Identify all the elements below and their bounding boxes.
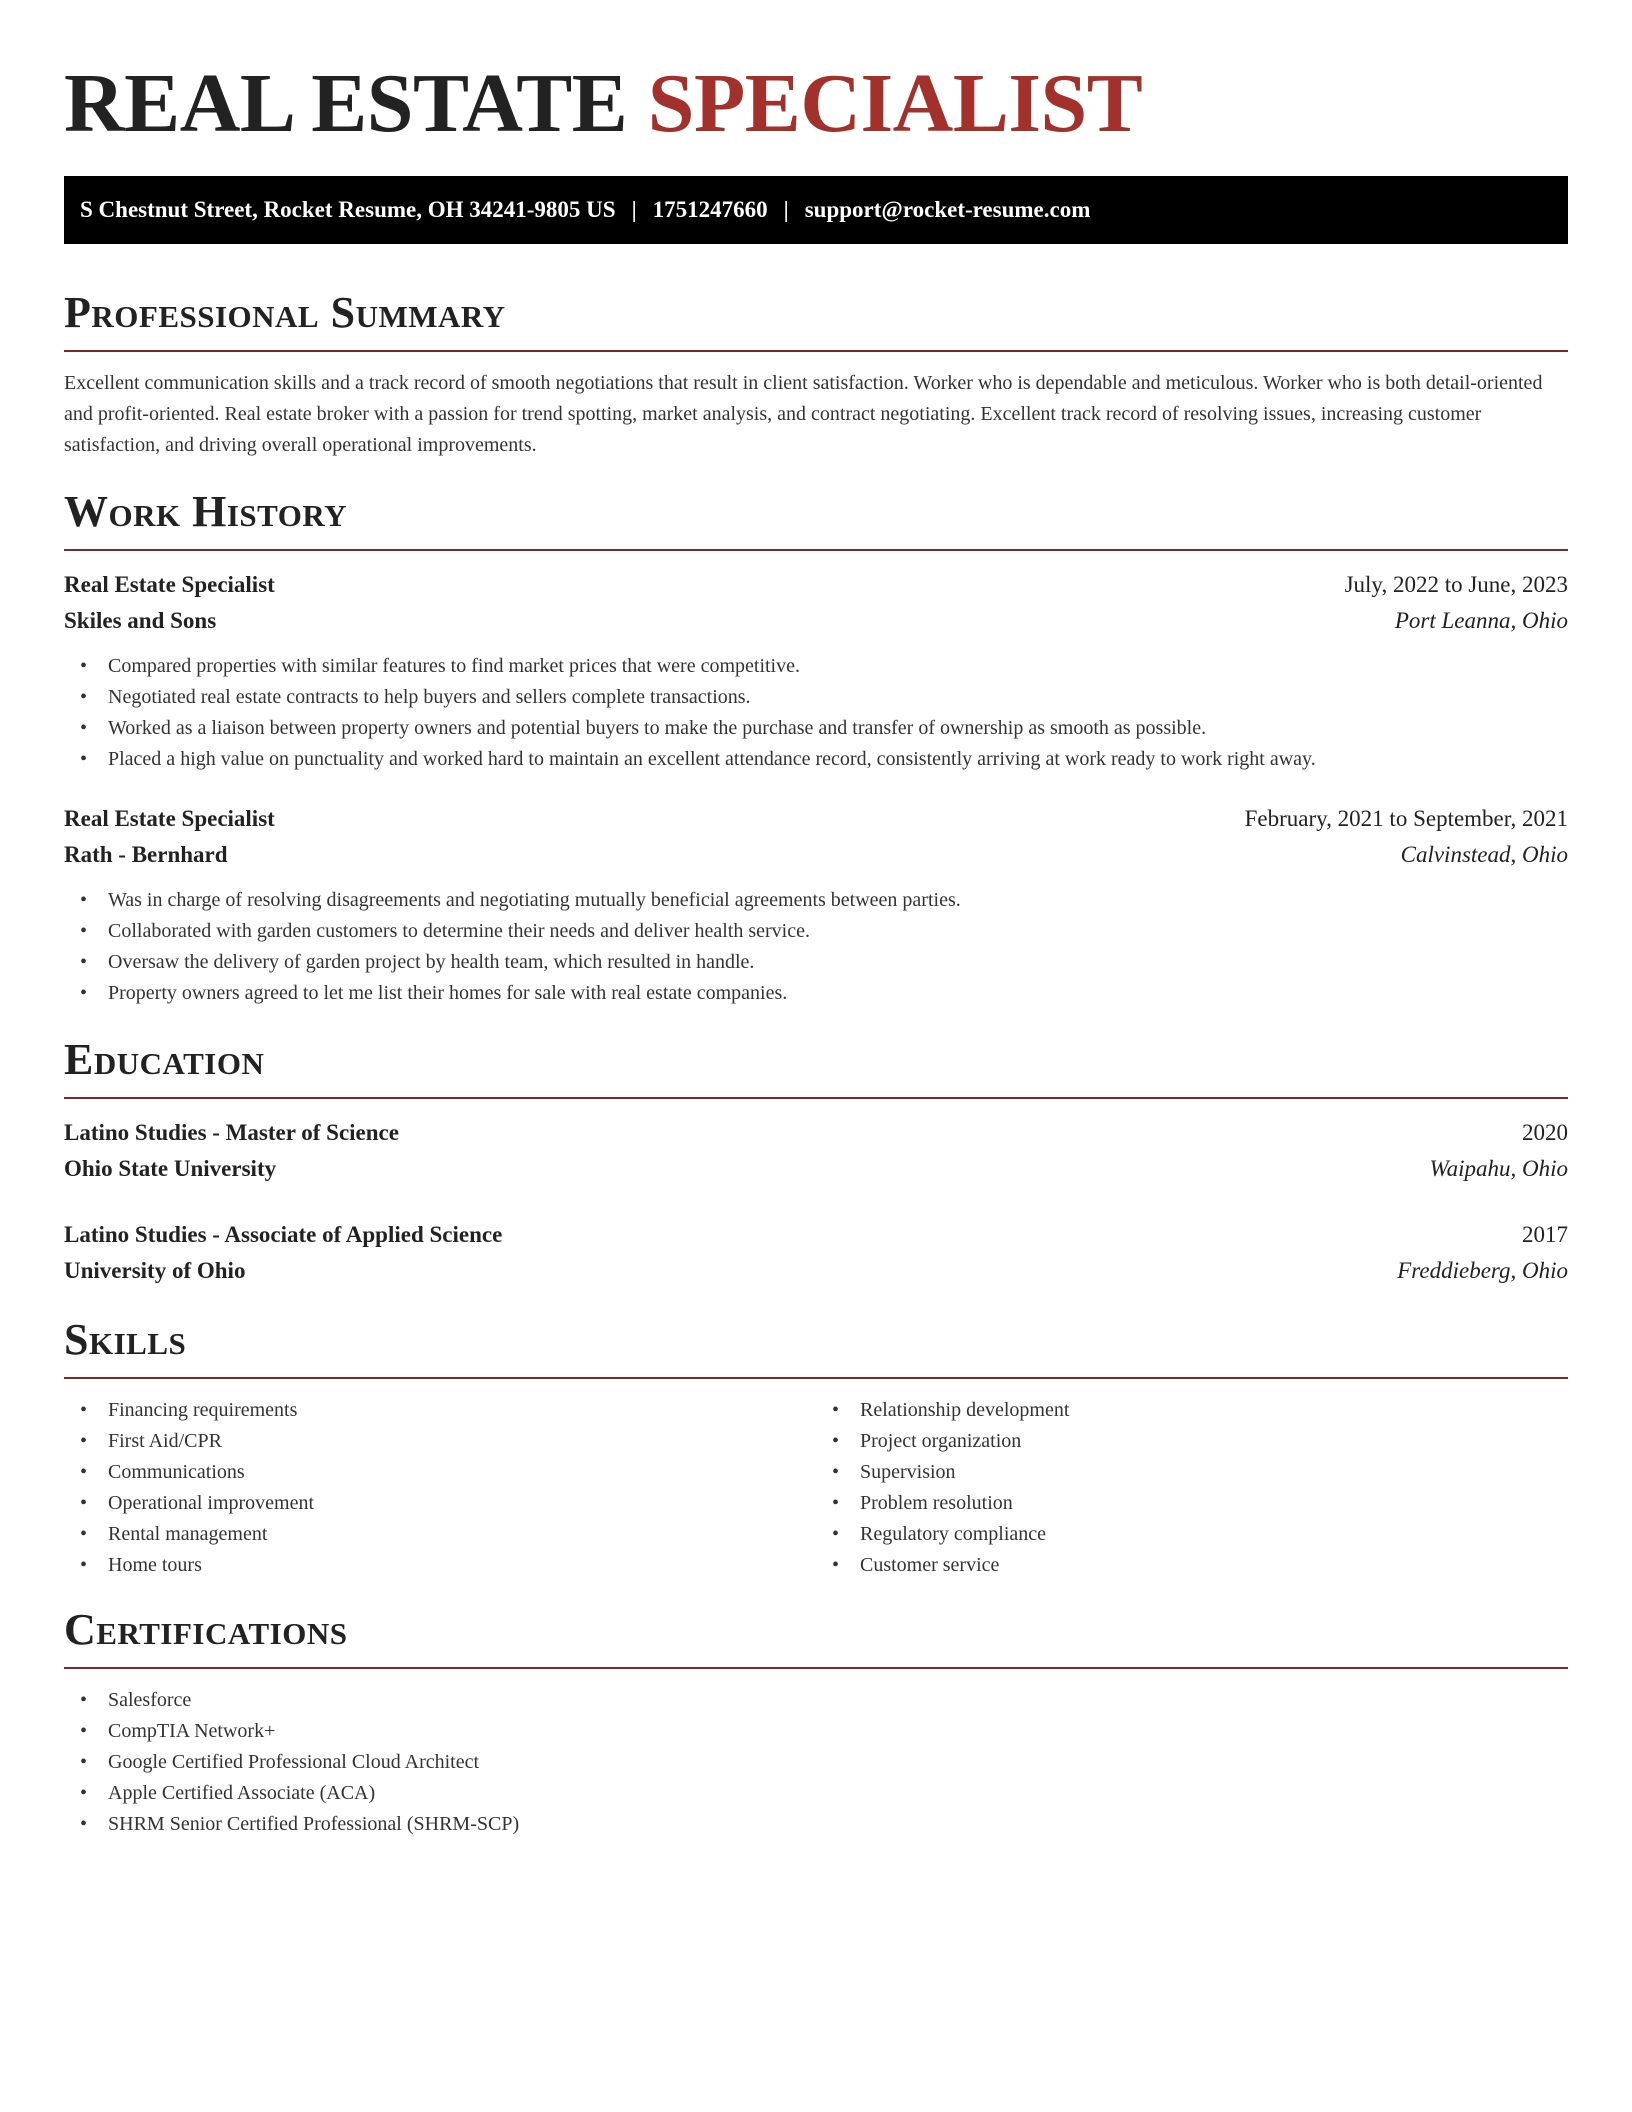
education-header — [64, 1115, 1568, 1151]
skill-item: • Home tours — [64, 1550, 816, 1581]
skill-item: • Problem resolution — [816, 1488, 1568, 1519]
education-subheader — [64, 1253, 1568, 1289]
education-entry — [64, 1115, 1568, 1187]
summary-text: Excellent communication skills and a track record of smooth negotiations that result in client satisfaction. Worker who is dependable and meticulous. Worker who is both detail-oriented and profit-oriented. Real estate broker with a passion for trend spotting, market analysis, and contract negotiating. Excellent track record of resolving issues, increasing customer satisfaction, and driving overall operational improvements. — [64, 372, 1543, 456]
education-year: 2017 — [1522, 1222, 1568, 1247]
skill-item: • Operational improvement — [64, 1488, 816, 1519]
job-subheader — [64, 603, 1568, 639]
education-school: University of Ohio — [64, 1258, 246, 1283]
section-title-skills: Skills — [64, 1315, 187, 1364]
certifications-section — [64, 1605, 1568, 1840]
education-degree: Latino Studies - Master of Science — [64, 1120, 399, 1145]
contact-phone: 1751247660 — [652, 197, 768, 222]
certification-item: • Apple Certified Associate (ACA) — [64, 1778, 1568, 1809]
name-first: REAL ESTATE — [64, 57, 628, 150]
section-divider — [64, 1097, 1568, 1099]
education-degree: Latino Studies - Associate of Applied Science — [64, 1222, 503, 1247]
certification-item: • CompTIA Network+ — [64, 1716, 1568, 1747]
section-divider — [64, 1667, 1568, 1669]
job-dates: July, 2022 to June, 2023 — [1344, 572, 1568, 597]
skill-item: • Customer service — [816, 1550, 1568, 1581]
job-duty: • Compared properties with similar features to find market prices that were competitive. — [64, 651, 1568, 682]
education-subheader — [64, 1151, 1568, 1187]
section-title-work-history: Work History — [64, 487, 348, 536]
certification-item: • Google Certified Professional Cloud Architect — [64, 1747, 1568, 1778]
job-location: Port Leanna, Ohio — [1394, 608, 1568, 633]
education-year: 2020 — [1522, 1120, 1568, 1145]
education-location: Waipahu, Ohio — [1429, 1156, 1568, 1181]
skills-grid — [64, 1395, 1568, 1581]
resume-name — [64, 0, 1568, 176]
skills-column-left — [64, 1395, 816, 1581]
section-title-summary: Professional Summary — [64, 288, 506, 337]
job-duty: • Property owners agreed to let me list their homes for sale with real estate companies. — [64, 978, 1568, 1009]
job-duty: • Collaborated with garden customers to determine their needs and deliver health service. — [64, 916, 1568, 947]
job-location: Calvinstead, Ohio — [1400, 842, 1568, 867]
job-subheader — [64, 837, 1568, 873]
education-school: Ohio State University — [64, 1156, 277, 1181]
skill-item: • First Aid/CPR — [64, 1426, 816, 1457]
section-title-certifications: Certifications — [64, 1605, 348, 1654]
job-duty: • Was in charge of resolving disagreements and negotiating mutually beneficial agreements between parties. — [64, 885, 1568, 916]
contact-email: support@rocket-resume.com — [804, 197, 1091, 222]
education-section — [64, 1035, 1568, 1289]
certification-item: • SHRM Senior Certified Professional (SHRM-SCP) — [64, 1809, 1568, 1840]
job-duties — [64, 885, 1568, 1009]
skill-item: • Supervision — [816, 1457, 1568, 1488]
job-entry — [64, 567, 1568, 775]
skill-item: • Rental management — [64, 1519, 816, 1550]
skill-item: • Project organization — [816, 1426, 1568, 1457]
skill-item: • Communications — [64, 1457, 816, 1488]
skill-item: • Relationship development — [816, 1395, 1568, 1426]
contact-bar — [64, 176, 1568, 244]
certifications-list — [64, 1685, 1568, 1840]
job-dates: February, 2021 to September, 2021 — [1244, 806, 1568, 831]
certification-item: • Salesforce — [64, 1685, 1568, 1716]
job-duty: • Negotiated real estate contracts to help buyers and sellers complete transactions. — [64, 682, 1568, 713]
section-title-education: Education — [64, 1035, 265, 1084]
job-header — [64, 801, 1568, 837]
section-divider — [64, 350, 1568, 352]
education-location: Freddieberg, Ohio — [1397, 1258, 1568, 1283]
name-last: SPECIALIST — [647, 57, 1143, 150]
job-duty: • Placed a high value on punctuality and worked hard to maintain an excellent attendance record, consistently arriving at work ready to work right away. — [64, 744, 1568, 775]
work-history-section — [64, 487, 1568, 1009]
job-company: Skiles and Sons — [64, 608, 217, 633]
job-company: Rath - Bernhard — [64, 842, 228, 867]
job-title: Real Estate Specialist — [64, 806, 275, 831]
skill-item: • Regulatory compliance — [816, 1519, 1568, 1550]
job-entry — [64, 801, 1568, 1009]
job-duties — [64, 651, 1568, 775]
skill-item: • Financing requirements — [64, 1395, 816, 1426]
education-header — [64, 1217, 1568, 1253]
contact-separator: | — [631, 197, 637, 222]
contact-address: S Chestnut Street, Rocket Resume, OH 34241-9805 US — [80, 197, 616, 222]
section-divider — [64, 1377, 1568, 1379]
contact-separator: | — [783, 197, 789, 222]
job-header — [64, 567, 1568, 603]
skills-section — [64, 1315, 1568, 1581]
skills-column-right — [816, 1395, 1568, 1581]
job-duty: • Worked as a liaison between property owners and potential buyers to make the purchase and transfer of ownership as smooth as possible. — [64, 713, 1568, 744]
job-duty: • Oversaw the delivery of garden project by health team, which resulted in handle. — [64, 947, 1568, 978]
job-title: Real Estate Specialist — [64, 572, 275, 597]
summary-section — [64, 288, 1568, 461]
section-divider — [64, 549, 1568, 551]
education-entry — [64, 1217, 1568, 1289]
